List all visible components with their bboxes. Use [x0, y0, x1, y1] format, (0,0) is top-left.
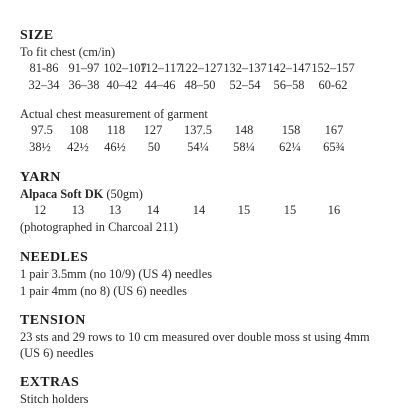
actual-cm-cell: 148: [234, 123, 254, 137]
size-in-cell: 60-62: [318, 78, 348, 92]
actual-cm-cell: 158: [281, 123, 301, 137]
extras-heading: EXTRAS: [20, 375, 80, 390]
actual-cm-cell: 108: [69, 123, 89, 137]
size-cm-cell: 132–137: [223, 61, 267, 75]
size-cm-cell: 122–127: [179, 61, 223, 75]
actual-in-cell: 46½: [104, 140, 126, 154]
actual-cm-cell: 127: [143, 123, 163, 137]
needles-line-1: 1 pair 3.5mm (no 10/9) (US 4) needles: [20, 267, 213, 281]
actual-cm-cell: 118: [106, 123, 126, 137]
yarn-balls-cell: 15: [283, 203, 297, 217]
yarn-note: (photographed in Charcoal 211): [20, 220, 179, 234]
size-cm-cell: 81-86: [29, 61, 59, 75]
yarn-weight: (50gm): [106, 187, 143, 201]
size-heading: SIZE: [20, 28, 54, 43]
size-cm-row: [0, 60, 416, 76]
tension-line-2: (US 6) needles: [20, 346, 94, 360]
fit-chest-label: To fit chest (cm/in): [20, 45, 116, 59]
yarn-name: Alpaca Soft DK: [20, 187, 104, 201]
yarn-balls-cell: 14: [146, 203, 160, 217]
size-cm-cell: 102–107: [103, 61, 147, 75]
actual-in-cell: 58¼: [233, 140, 255, 154]
actual-cm-cell: 137.5: [184, 123, 212, 137]
yarn-line: [20, 187, 143, 201]
needles-heading: NEEDLES: [20, 250, 89, 265]
tension-line-1: 23 sts and 29 rows to 10 cm measured over double moss st using 4mm: [20, 330, 370, 344]
actual-in-cell: 42½: [67, 140, 89, 154]
yarn-balls-cell: 13: [108, 203, 122, 217]
actual-in-cell: 54¼: [187, 140, 209, 154]
size-in-cell: 52–54: [229, 78, 261, 92]
actual-in-cell: 62¼: [279, 140, 301, 154]
actual-cm-cell: 97.5: [31, 123, 53, 137]
size-cm-cell: 91–97: [68, 61, 100, 75]
actual-in-cell: 50: [147, 140, 161, 154]
actual-in-row: [0, 139, 416, 155]
extras-line-1: Stitch holders: [20, 392, 89, 406]
yarn-balls-cell: 14: [192, 203, 206, 217]
actual-cm-row: [0, 122, 416, 138]
size-in-cell: 44–46: [144, 78, 176, 92]
yarn-balls-cell: 13: [71, 203, 85, 217]
actual-in-cell: 65¾: [323, 140, 345, 154]
size-in-row: [0, 77, 416, 93]
needles-line-2: 1 pair 4mm (no 8) (US 6) needles: [20, 284, 187, 298]
yarn-balls-cell: 12: [33, 203, 47, 217]
actual-chest-label: Actual chest measurement of garment: [20, 107, 208, 121]
size-cm-cell: 112–117: [139, 61, 183, 75]
size-in-cell: 40–42: [106, 78, 138, 92]
yarn-balls-cell: 15: [237, 203, 251, 217]
size-cm-cell: 142–147: [267, 61, 311, 75]
tension-heading: TENSION: [20, 313, 86, 328]
size-in-cell: 32–34: [28, 78, 60, 92]
yarn-balls-cell: 16: [327, 203, 341, 217]
actual-cm-cell: 167: [324, 123, 344, 137]
yarn-balls-row: [0, 202, 416, 218]
size-cm-cell: 152–157: [311, 61, 355, 75]
size-in-cell: 48–50: [184, 78, 216, 92]
yarn-heading: YARN: [20, 170, 61, 185]
size-in-cell: 56–58: [273, 78, 305, 92]
size-in-cell: 36–38: [68, 78, 100, 92]
actual-in-cell: 38½: [29, 140, 51, 154]
